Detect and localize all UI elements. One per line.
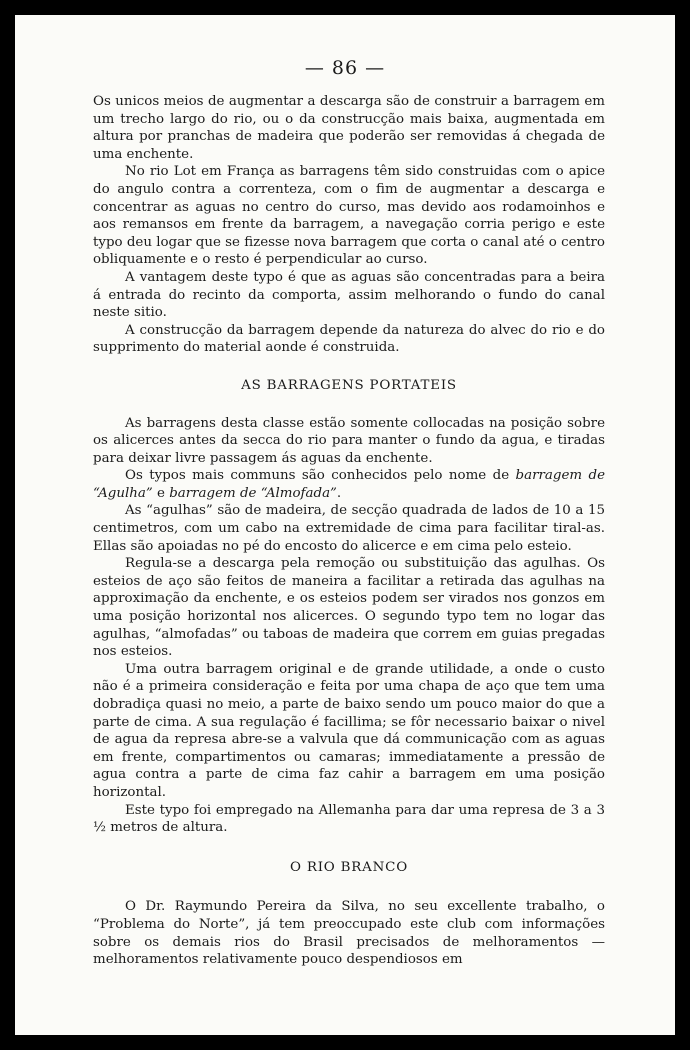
page-number: — 86 —	[304, 57, 386, 79]
document-page	[15, 15, 675, 1035]
paragraph: Os unicos meios de augmentar a descarga são de construir a barragem em um trecho largo do rio, ou o da construcção mais baixa, augmentada em altura por pranchas de madeira que poderão ser removidas á chegada de uma enchente.	[93, 94, 605, 162]
paragraph: No rio Lot em França as barragens têm sido construidas com o apice do angulo contra a correnteza, com o fim de augmentar a descarga e concentrar as aguas no centro do curso, mas devido aos rodamoinhos e aos remansos em frente da barragem, a navegação corria perigo e este typo deu logar que se fizesse nova barragem que corta o canal até o centro obliquamente e o resto é perpendicular ao curso.	[93, 164, 605, 268]
paragraph: A vantagem deste typo é que as aguas são concentradas para a beira á entrada do recinto da comporta, assim melhorando o fundo do canal neste sitio.	[93, 269, 605, 321]
text-run: e	[152, 485, 170, 501]
text-run: .	[336, 485, 342, 501]
paragraph: A construcção da barragem depende da natureza do alvec do rio e do supprimento do material aonde é construida.	[93, 322, 605, 356]
paragraph: Este typo foi empregado na Allemanha para dar uma represa de 3 a 3 ½ metros de altura.	[93, 802, 605, 836]
paragraph: Regula-se a descarga pela remoção ou substituição das agulhas. Os esteios de aço são feitos de maneira a facilitar a retirada das agulhas na approximação da enchente, e os esteios podem ser virados nos gonzos em uma posição horizontal nos alicerces. O segundo typo tem no logar das agulhas, “almofadas” ou taboas de madeira que correm em guias pregadas nos esteios.	[93, 556, 605, 660]
paragraph: As “agulhas” são de madeira, de secção quadrada de lados de 10 a 15 centimetros, com um cabo na extremidade de cima para facilitar tiral-as. Ellas são apoiadas no pé do encosto do alicerce e em cima pelo esteio.	[93, 503, 605, 554]
section-heading: O RIO BRANCO	[290, 859, 408, 875]
text-run: Os typos mais communs são conhecidos pelo nome de	[125, 468, 516, 484]
italic-term: barragem de “Almofada”	[169, 485, 337, 501]
paragraph: As barragens desta classe estão somente collocadas na posição sobre os alicerces antes da secca do rio para manter o fundo da agua, e tiradas para deixar livre passagem ás aguas da enchente.	[93, 415, 605, 466]
paragraph	[93, 467, 605, 502]
paragraph: O Dr. Raymundo Pereira da Silva, no seu excellente trabalho, o “Problema do Norte”, já tem preoccupado este club com informações sobre os demais rios do Brasil precisados de melhoramentos — melhoramentos relativamente pouco despendiosos em	[93, 899, 605, 968]
italic-term: barragem de “Agulha”	[93, 468, 605, 501]
paragraph: Uma outra barragem original e de grande utilidade, a onde o custo não é a primeira consideração e feita por uma chapa de aço que tem uma dobradiça quasi no meio, a parte de baixo sendo um pouco maior do que a parte de cima. A sua regulação é facillima; se fôr necessario baixar o nivel de agua da represa abre-se a valvula que dá communicação com as aguas em frente, compartimentos ou camaras; immediatamente a pressão de agua contra a parte de cima faz cahir a barragem em uma posição horizontal.	[93, 661, 605, 800]
page-content	[93, 93, 605, 969]
section-heading: AS BARRAGENS PORTATEIS	[241, 377, 457, 393]
